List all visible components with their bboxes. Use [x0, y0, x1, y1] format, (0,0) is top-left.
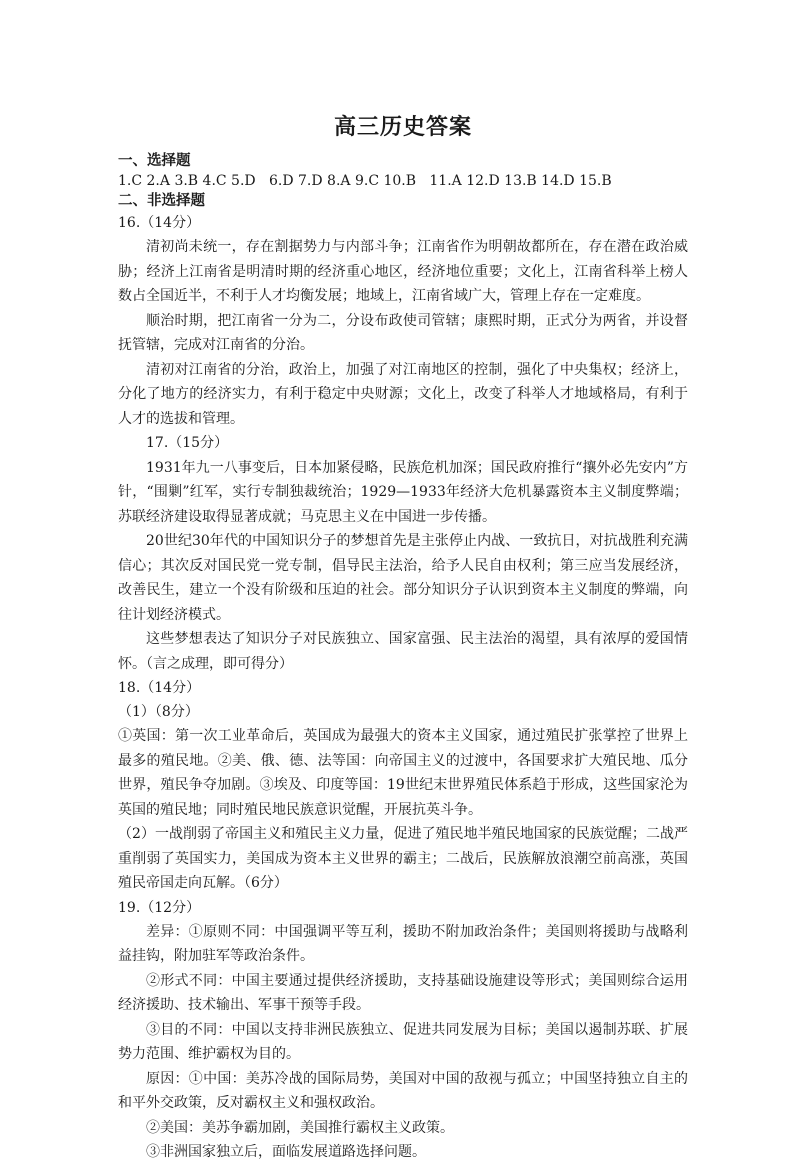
question-18-sub-1: （1）（8分）: [118, 704, 199, 720]
question-19-para-4: 原因：①中国：美苏冷战的国际局势，美国对中国的敌视与孤立；中国坚持独立自主的和平外交政策，反对霸权主义和强权政治。: [118, 1070, 688, 1111]
choice-answers: 1.C 2.A 3.B 4.C 5.D 6.D 7.D 8.A 9.C 10.B 11.A 12.D 13.B 14.D 15.B: [118, 173, 612, 189]
section-heading-choice: 一、选择题: [118, 153, 191, 169]
question-17-label: 17.（15分）: [146, 435, 229, 451]
question-16-para-1: 清初尚未统一，存在割据势力与内部斗争；江南省作为明朝故都所在，存在潜在政治威胁；经济上江南省是明清时期的经济重心地区，经济地位重要；文化上，江南省科举上榜人数占全国近半，不利于人才均衡发展；地域上，江南省域广大，管理上存在一定难度。: [118, 239, 688, 304]
multiple-choice-section: [118, 151, 688, 191]
question-19-para-3: ③目的不同：中国以支持非洲民族独立、促进共同发展为目标；美国以遏制苏联、扩展势力范围、维护霸权为目的。: [118, 1021, 688, 1062]
question-17-para-3: 这些梦想表达了知识分子对民族独立、国家富强、民主法治的渴望，具有浓厚的爱国情怀。（言之成理，即可得分）: [118, 631, 688, 672]
question-19: [118, 896, 688, 1165]
page-title: 高三历史答案: [333, 115, 472, 140]
question-19-para-2: ②形式不同：中国主要通过提供经济援助，支持基础设施建设等形式；美国则综合运用经济援助、技术输出、军事干预等手段。: [118, 972, 688, 1013]
question-17-para-2: 20世纪30年代的中国知识分子的梦想首先是主张停止内战、一致抗日，对抗战胜利充满信心；其次反对国民党一党专制，倡导民主法治，给予人民自由权利；第三应当发展经济，改善民生，建立一个没有阶级和压迫的社会。部分知识分子认识到资本主义制度的弊端，向往计划经济模式。: [118, 533, 688, 623]
question-18-label: 18.（14分）: [118, 680, 201, 696]
question-16: [118, 211, 688, 431]
question-18-para-2: （2）一战削弱了帝国主义和殖民主义力量，促进了殖民地半殖民地国家的民族觉醒；二战严重削弱了英国实力，美国成为资本主义世界的霸主；二战后，民族解放浪潮空前高涨，英国殖民帝国走向瓦解。（6分）: [118, 826, 688, 891]
non-choice-section: [118, 191, 688, 1165]
question-19-para-6: ③非洲国家独立后，面临发展道路选择问题。: [146, 1144, 426, 1160]
question-17-para-1: 1931年九一八事变后，日本加紧侵略，民族危机加深；国民政府推行“攘外必先安内”方针，“围剿”红军，实行专制独裁统治；1929—1933年经济大危机暴露资本主义制度弊端；苏联经济建设取得显著成就；马克思主义在中国进一步传播。: [118, 459, 688, 525]
question-19-para-5: ②美国：美苏争霸加剧，美国推行霸权主义政策。: [146, 1119, 454, 1136]
question-17: [118, 431, 688, 676]
question-19-para-1: 差异：①原则不同：中国强调平等互利，援助不附加政治条件；美国则将援助与战略利益挂钩，附加驻军等政治条件。: [118, 923, 688, 964]
section-heading-non-choice: 二、非选择题: [118, 193, 205, 209]
question-16-label: 16.（14分）: [118, 215, 201, 231]
question-18-para-1: ①英国：第一次工业革命后，英国成为最强大的资本主义国家，通过殖民扩张掌控了世界上最多的殖民地。②美、俄、德、法等国：向帝国主义的过渡中，各国要求扩大殖民地、瓜分世界，殖民争夺加剧。③埃及、印度等国：19世纪末世界殖民体系趋于形成，这些国家沦为英国的殖民地；同时殖民地民族意识觉醒，开展抗英斗争。: [118, 728, 688, 818]
question-19-label: 19.（12分）: [118, 899, 201, 916]
question-18: [118, 676, 688, 896]
question-16-para-2: 顺治时期，把江南省一分为二，分设布政使司管辖；康熙时期，正式分为两省，并设督抚管辖，完成对江南省的分治。: [118, 312, 688, 353]
question-16-para-3: 清初对江南省的分治，政治上，加强了对江南地区的控制，强化了中央集权；经济上，分化了地方的经济实力，有利于稳定中央财源；文化上，改变了科举人才地域格局，有利于人才的选拔和管理。: [118, 361, 688, 427]
